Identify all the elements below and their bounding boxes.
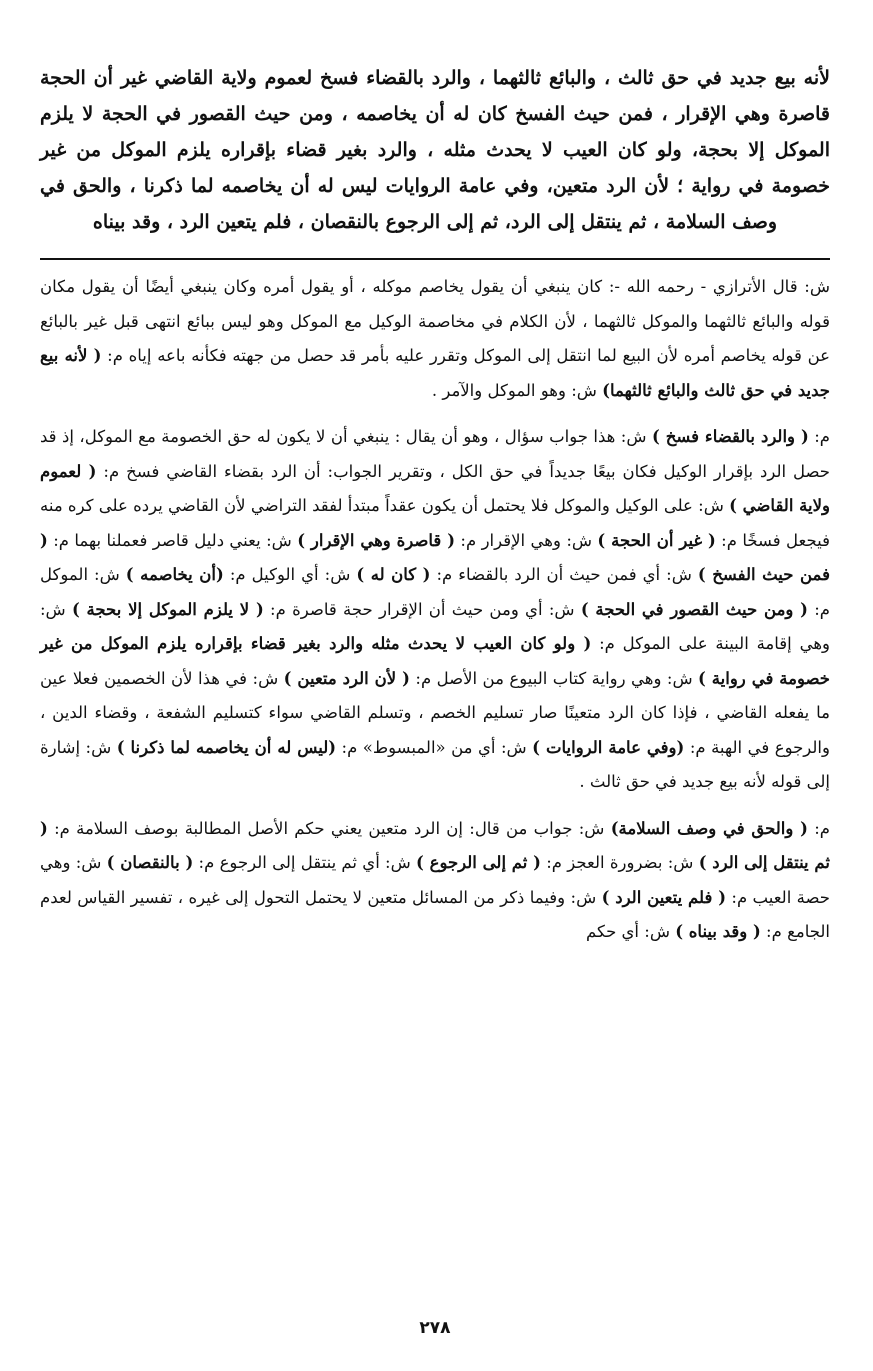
commentary-text: ش: وهي حصة العيب م: xyxy=(40,853,830,907)
quoted-matn: (وفي عامة الروايات ) xyxy=(532,737,685,757)
commentary-block xyxy=(40,270,830,950)
quoted-matn: ( لعموم ولاية القاضي ) xyxy=(40,461,830,515)
quoted-matn: ( والرد بالقضاء فسخ ) xyxy=(651,427,809,446)
matn-text-block xyxy=(40,60,830,240)
quoted-matn: ( لأن الرد متعين ) xyxy=(283,668,410,688)
quoted-matn: (أن يخاصمه ) xyxy=(125,565,224,584)
quoted-matn: ( ومن حيث القصور في الحجة ) xyxy=(580,599,808,619)
quoted-matn: ( بالنقصان ) xyxy=(106,853,194,872)
quoted-matn: ( ثم إلى الرجوع ) xyxy=(416,853,541,872)
quoted-matn: ( قاصرة وهي الإقرار ) xyxy=(297,530,456,550)
quoted-matn: (ليس له أن يخاصمه لما ذكرنا ) xyxy=(116,737,337,757)
section-divider xyxy=(40,258,830,260)
page-number: ٢٧٨ xyxy=(419,1318,451,1338)
commentary-text: ش: أي من «المبسوط» م: xyxy=(336,737,533,757)
commentary-text: ش: أي حكم xyxy=(585,922,676,941)
matn-paragraph: لأنه بيع جديد في حق ثالث ، والبائع ثالثهما ، والرد بالقضاء فسخ لعموم ولاية القاضي غير أن الحجة قاصرة وهي الإقرار ، فمن حيث الفسخ كان له أن يخاصمه ، ومن حيث القصور في الحجة لا يلزم الموكل إلا بحجة، ولو كان العيب لا يحدث مثله ، والرد بغير قضاء بإقراره يلزم الموكل من غير خصومة في رواية ؛ لأن الرد متعين، وفي عامة الروايات ليس له أن يخاصمه لما ذكرنا ، والحق في وصف السلامة ، ثم ينتقل إلى الرد، ثم إلى الرجوع بالنقصان ، فلم يتعين الرد ، وقد بيناه xyxy=(40,67,830,233)
commentary-text: ش: وفيما ذكر من المسائل متعين لا يحتمل التحول إلى غيره ، تفسير القياس لعدم الجامع م: xyxy=(40,887,830,941)
commentary-paragraph-3 xyxy=(40,812,830,950)
commentary-text: ش: أي ومن حيث أن الإقرار حجة قاصرة م: xyxy=(263,599,581,619)
commentary-text: ش: أي الوكيل م: xyxy=(223,565,357,584)
commentary-text: ش: على الوكيل والموكل فلا يحتمل أن يكون عقداً مبتدأ لفقد التراضي لأن القاضي يرده على كره منه فيجعل فسخًا م: xyxy=(40,496,830,550)
quoted-matn: ( وقد بيناه ) xyxy=(675,922,761,941)
quoted-matn: ( غير أن الحجة ) xyxy=(597,530,716,550)
commentary-text: ش: بضرورة العجز م: xyxy=(540,853,699,872)
quoted-matn: ( لأنه بيع جديد في حق ثالث والبائع ثالثهما) xyxy=(40,346,830,400)
quoted-matn: ( والحق في وصف السلامة) xyxy=(610,818,808,838)
commentary-text: ش: يعني دليل قاصر فعملنا بهما م: xyxy=(47,530,298,550)
commentary-text: ش: وهي إقامة البينة على الموكل م: xyxy=(40,599,830,653)
commentary-text: ش: أي فمن حيث أن الرد بالقضاء م: xyxy=(430,565,698,584)
commentary-text: ش: أي ثم ينتقل إلى الرجوع م: xyxy=(193,853,417,872)
quoted-matn: ( ثم ينتقل إلى الرد ) xyxy=(40,818,830,872)
commentary-text: ش: هذا جواب سؤال ، وهو أن يقال : ينبغي أن لا يكون له حق الخصومة مع الموكل، إذ قد حصل الرد بإقرار الوكيل فكان بيعًا جديداً في حق الكل ، وتقرير الجواب: أن الرد بقضاء القاضي فسخ م: xyxy=(40,427,830,481)
commentary-paragraph-2 xyxy=(40,420,830,800)
quoted-matn: ( لا يلزم الموكل إلا بحجة ) xyxy=(71,599,264,619)
commentary-text: ش: وهي رواية كتاب البيوع من الأصل م: xyxy=(409,668,699,688)
quoted-matn: ( فمن حيث الفسخ ) xyxy=(40,530,830,584)
commentary-text: ش: إشارة إلى قوله لأنه بيع جديد في حق ثالث . xyxy=(40,737,830,791)
commentary-text: ش: وهي الإقرار م: xyxy=(455,530,598,550)
commentary-text: ش: قال الأترازي - رحمه الله -: كان ينبغي أن يقول يخاصم موكله ، أو يقول أمره وكان ينبغي أيضًا أن يقول مكان قوله والبائع ثالثهما والموكل ثالثهما ، لأن الكلام في مخاصمة الوكيل مع الموكل وهو ليس ببائع انتهى قبل غير بالبائع عن قوله يخاصم أمره لأن البيع لما انتقل إلى الموكل وتقرر عليه بأمر قد حصل من جهته فكأنه باعه إياه م: xyxy=(40,277,831,365)
commentary-text: ش: جواب من قال: إن الرد متعين يعني حكم الأصل المطالبة بوصف السلامة م: xyxy=(47,818,611,838)
quoted-matn: ( كان له ) xyxy=(356,565,431,584)
commentary-text: م: xyxy=(808,427,830,446)
quoted-matn: ( ولو كان العيب لا يحدث مثله والرد بغير قضاء بإقراره يلزم الموكل من غير خصومة في رواية ) xyxy=(40,634,830,688)
commentary-paragraph-1 xyxy=(40,270,830,408)
quoted-matn: ( فلم يتعين الرد ) xyxy=(601,887,727,907)
commentary-text: ش: في هذا لأن الخصمين فعلا عين ما يفعله القاضي ، فإذا كان الرد متعينًا صار تسليم الخصم ، وتسلم القاضي سواء كتسليم الشفعة ، وقضاء الدين ، والرجوع في الهبة م: xyxy=(40,668,830,757)
commentary-text: م: xyxy=(807,818,830,838)
commentary-text: ش: الموكل م: xyxy=(40,565,830,619)
book-page xyxy=(40,60,830,1350)
commentary-text: ش: وهو الموكل والآمر . xyxy=(431,380,603,400)
